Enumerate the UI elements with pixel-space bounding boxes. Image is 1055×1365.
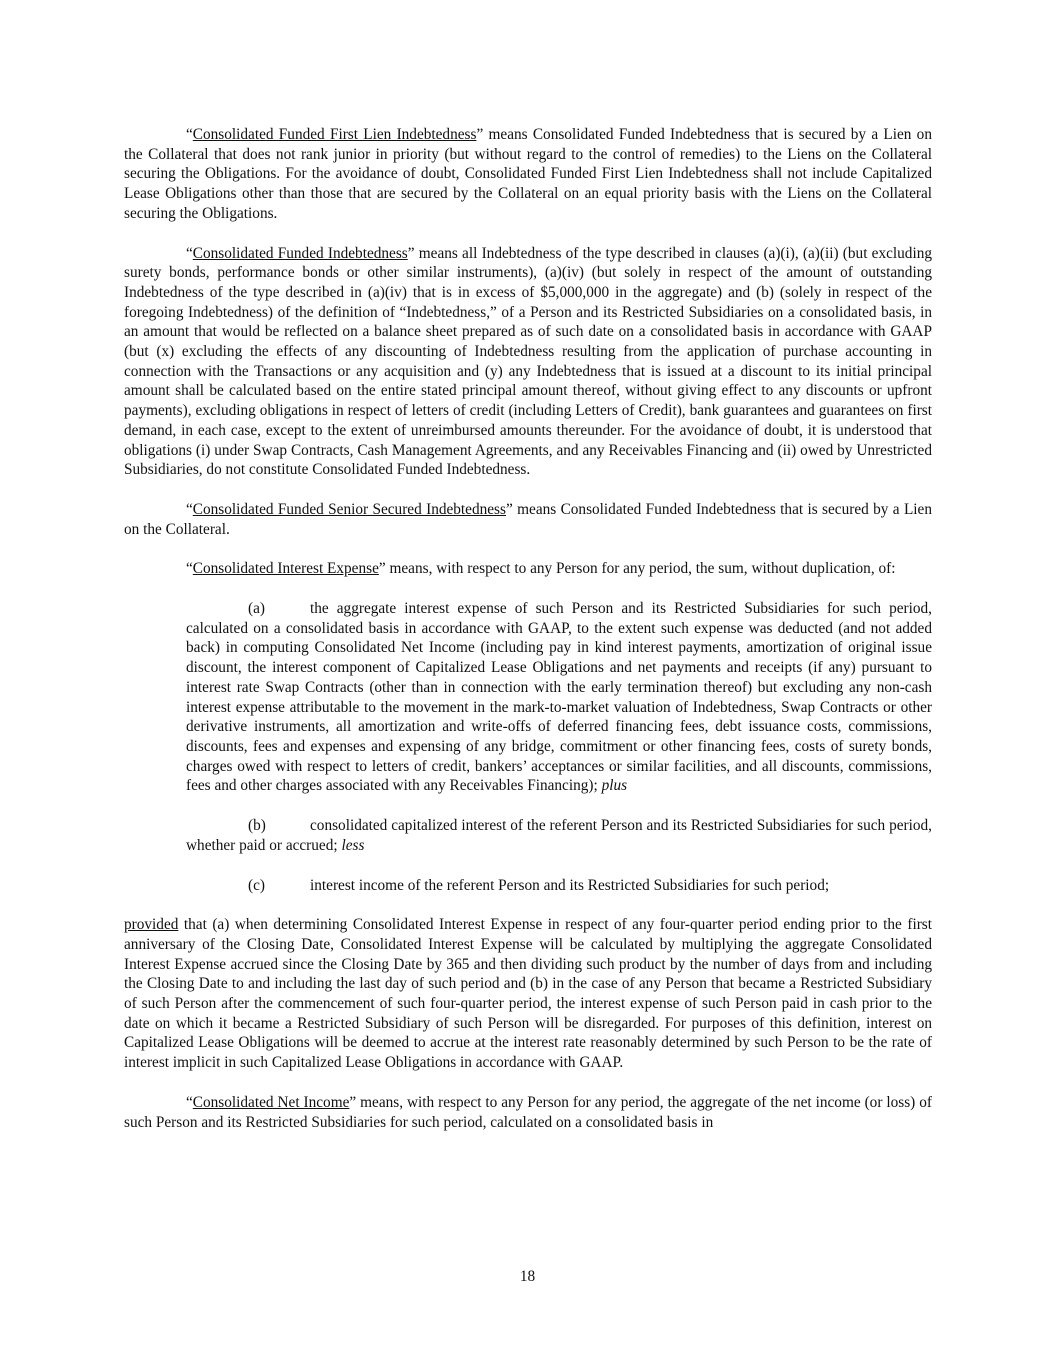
- defined-term: Consolidated Funded First Lien Indebtedness: [192, 126, 477, 143]
- definition-body: means, with respect to any Person for any period, the aggregate of the net income (or loss) of such Person and its Restricted Subsidiaries for such period, calculated on a consolidated basis in: [124, 1093, 932, 1131]
- open-quote: “: [186, 560, 193, 578]
- open-quote: “: [186, 1093, 193, 1111]
- clause-text: interest income of the referent Person and its Restricted Subsidiaries for such period;: [310, 876, 830, 894]
- page-number: 18: [519, 1268, 536, 1285]
- definition-body: means all Indebtedness of the type described in clauses (a)(i), (a)(ii) (but excluding surety bonds, performance bonds or other similar instruments), (a)(iv) (but solely in respect of the amount of outstanding Indebtedness of the type described in (a)(iv) that is in excess of $5,000,000 in the aggregate) and (b) (solely in respect of the foregoing Indebtedness) of the definition of “Indebtedness,” of a Person and its Restricted Subsidiaries on a consolidated basis, in an amount that would be reflected on a balance sheet prepared as of such date on a consolidated basis in accordance with GAAP (but (x) excluding the effects of any discounting of Indebtedness resulting from the application of purchase accounting in connection with the Transactions or any acquisition and (y) any Indebtedness that is issued at a discount to its initial principal amount shall be calculated based on the entire stated principal amount thereof, without giving effect to any discounts or upfront payments), excluding obligations in respect of letters of credit (including Letters of Credit), bank guarantees and guarantees on first demand, in each case, except to the extent of unreimbursed amounts thereunder. For the avoidance of doubt, it is understood that obligations (i) under Swap Contracts, Cash Management Agreements, and any Receivables Financing and (ii) owed by Unrestricted Subsidiaries, do not constitute Consolidated Funded Indebtedness.: [124, 244, 932, 479]
- close-quote: ”: [349, 1093, 357, 1111]
- proviso-paragraph: [124, 915, 932, 1073]
- close-quote: ”: [407, 244, 415, 262]
- clause-label: (c): [248, 876, 265, 894]
- open-quote: “: [186, 244, 193, 262]
- defined-term: Consolidated Interest Expense: [192, 560, 379, 578]
- open-quote: “: [186, 500, 193, 518]
- definition-consolidated-net-income: [124, 1093, 932, 1132]
- proviso-body: that (a) when determining Consolidated Interest Expense in respect of any four-quarter period ending prior to the first anniversary of the Closing Date, Consolidated Interest Expense will be calculated by multiplying the aggregate Consolidated Interest Expense accrued since the Closing Date by 365 and then dividing such product by the number of days from and including the Closing Date to and including the last day of such period and (b) in the case of any Person that became a Restricted Subsidiary of such Person after the commencement of such four-quarter period, the interest expense of such Person paid in cash prior to the date on which it became a Restricted Subsidiary of such Person will be disregarded. For purposes of this definition, interest on Capitalized Lease Obligations will be deemed to accrue at the interest rate reasonably determined by such Person to be the rate of interest implicit in such Capitalized Lease Obligations in accordance with GAAP.: [124, 916, 932, 1072]
- definition-consolidated-funded-senior-secured-indebtedness: [124, 500, 932, 539]
- clause-connector: less: [341, 836, 365, 854]
- definition-body: means, with respect to any Person for any period, the sum, without duplication, of:: [385, 560, 896, 578]
- close-quote: ”: [476, 126, 484, 143]
- clause-b: [186, 816, 932, 855]
- definition-body: means Consolidated Funded Indebtedness that is secured by a Lien on the Collateral that does not rank junior in priority (but without regard to the control of remedies) to the Liens on the Collateral securing the Obligations. For the avoidance of doubt, Consolidated Funded First Lien Indebtedness shall not include Capitalized Lease Obligations other than those that are secured by the Collateral on an equal priority basis with the Liens on the Collateral securing the Obligations.: [124, 126, 932, 222]
- definition-body: means Consolidated Funded Indebtedness that is secured by a Lien on the Collateral.: [124, 500, 932, 538]
- proviso-lead: provided: [124, 916, 179, 934]
- definition-consolidated-interest-expense: [124, 559, 932, 579]
- clause-text: consolidated capitalized interest of the referent Person and its Restricted Subsidiaries for such period, whether paid or accrued;: [186, 817, 932, 854]
- defined-term: Consolidated Funded Indebtedness: [192, 244, 408, 262]
- document-page: [124, 125, 932, 1152]
- clause-c: [186, 876, 932, 896]
- clause-text: the aggregate interest expense of such Person and its Restricted Subsidiaries for such period, calculated on a consolidated basis in accordance with GAAP, to the extent such expense was deducted (and not added back) in computing Consolidated Net Income (including pay in kind interest payments, amortization of original issue discount, the interest component of Capitalized Lease Obligations and net payments and receipts (if any) pursuant to interest rate Swap Contracts (other than in connection with the early termination thereof) but excluding any non-cash interest expense attributable to the movement in the mark-to-market valuation of Indebtedness, Swap Contracts or other derivative instruments, all amortization and write-offs of deferred financing fees, debt issuance costs, commissions, discounts, fees and expenses and expensing of any bridge, commitment or other financing fees, costs of surety bonds, charges owed with respect to letters of credit, bankers’ acceptances or similar facilities, and all discounts, commissions, fees and other charges associated with any Receivables Financing);: [186, 600, 932, 795]
- clause-label: (a): [248, 600, 265, 618]
- clause-label: (b): [248, 817, 266, 835]
- close-quote: ”: [505, 500, 513, 518]
- clause-connector: plus: [601, 777, 628, 795]
- definition-consolidated-funded-indebtedness: [124, 244, 932, 480]
- clause-a: [186, 599, 932, 796]
- close-quote: ”: [378, 560, 386, 578]
- open-quote: “: [186, 126, 193, 143]
- defined-term: Consolidated Funded Senior Secured Indebtedness: [192, 500, 506, 518]
- definition-consolidated-funded-first-lien-indebtedness: [124, 125, 932, 224]
- defined-term: Consolidated Net Income: [192, 1093, 350, 1111]
